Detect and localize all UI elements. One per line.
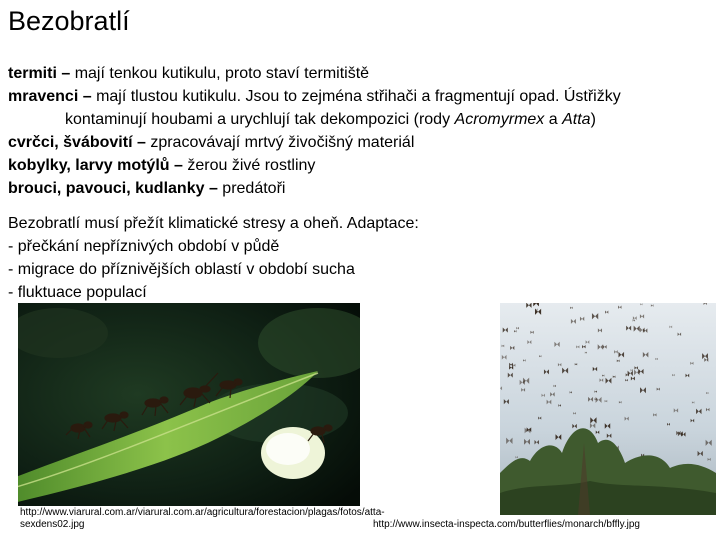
group-description-continued: kontaminují houbami a urychlují tak dekompozici (rody [65, 111, 455, 128]
conjunction: a [544, 111, 563, 128]
group-separator: – [132, 134, 151, 151]
group-name: termiti [8, 65, 57, 82]
genus-atta: Atta [562, 111, 591, 128]
leafcutter-ants-photo [18, 303, 360, 506]
invertebrate-groups [8, 62, 714, 200]
group-description: zpracovávají mrtvý živočišný materiál [150, 134, 415, 151]
group-description: žerou živé rostliny [187, 157, 316, 174]
adaptation-item: - migrace do příznivějších oblastí v období sucha [8, 261, 355, 278]
closing-paren: ) [590, 111, 596, 128]
ants-photo-caption: http://www.viarural.com.ar/viarural.com.ar/agricultura/forestacion/plagas/fotos/atta-sexdens02.jpg [20, 507, 385, 530]
group-name: cvrčci, švábovití [8, 134, 133, 151]
adaptation-intro: Bezobratlí musí přežít klimatické stresy a oheň. Adaptace: [8, 215, 419, 232]
group-separator: – [204, 180, 223, 197]
adaptation-item: - přečkání nepříznivých období v půdě [8, 238, 280, 255]
butterflies-photo-caption: http://www.insecta-inspecta.com/butterflies/monarch/bffly.jpg [373, 519, 640, 530]
group-termites [8, 62, 714, 85]
group-name: kobylky, larvy motýlů [8, 157, 170, 174]
group-separator: – [78, 88, 97, 105]
adaptation-item: - fluktuace populací [8, 284, 147, 301]
group-separator: – [56, 65, 75, 82]
group-description: mají tlustou kutikulu. Jsou to zejména střihači a fragmentují opad. Ústřižky [96, 88, 621, 105]
group-separator: – [169, 157, 188, 174]
group-grasshoppers [8, 154, 714, 177]
group-description: mají tenkou kutikulu, proto staví termitiště [74, 65, 370, 82]
group-crickets [8, 131, 714, 154]
group-name: brouci, pavouci, kudlanky [8, 180, 205, 197]
group-ants [8, 85, 714, 108]
group-description: predátoři [222, 180, 286, 197]
adaptation-section [8, 212, 419, 304]
group-ants-continuation [8, 108, 714, 131]
slide-title: Bezobratlí [8, 6, 130, 36]
group-name: mravenci [8, 88, 79, 105]
butterflies-photo [500, 303, 716, 515]
genus-acromyrmex: Acromyrmex [454, 111, 545, 128]
group-beetles [8, 177, 714, 200]
